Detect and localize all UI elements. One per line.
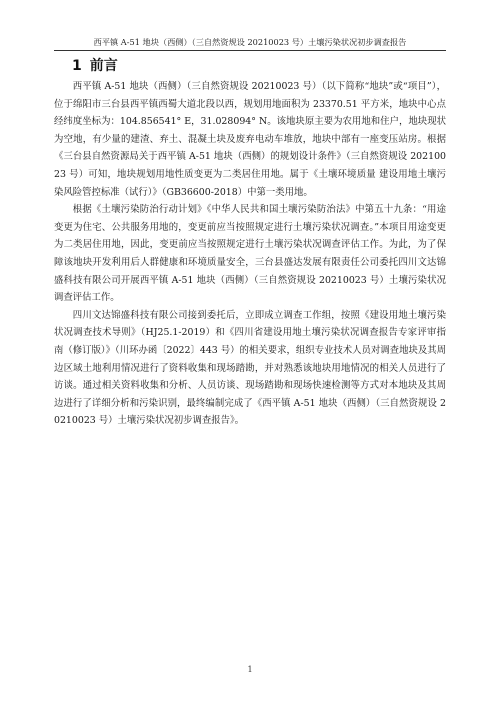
section-title: 前言 <box>89 58 118 74</box>
section-number: 1 <box>72 58 82 74</box>
paragraph-intro: 西平镇 A-51 地块（西侧）（三自然资规设 20210023 号）（以下简称“地块”或“项目”），位于绵阳市三台县西平镇西蜀大道北段以西，规划用地面积为 23370.51 平方米，地块中心点经纬度坐标为：104.856541° E，31.028094° N。该地块原主要为农用地和住户，地块现状为空地，有少量的建渣、弃土、混凝土块及废弃电动车堆放，地块中部有一座变压站房。根据《三台县自然资源局关于西平镇 A-51 地块（西侧）的规划设计条件》（三自然资规设 20210023 号）可知，地块规划用地性质变更为二类居住用地。属于《土壤环境质量 建设用地土壤污染风险管控标准（试行）》（GB36600-2018）中第一类用地。 <box>54 81 446 198</box>
running-header: 西平镇 A-51 地块（西侧）（三自然资规设 20210023 号）土壤污染状况初步调查报告 <box>93 37 407 47</box>
paragraph-legal-basis: 根据《土壤污染防治行动计划》《中华人民共和国土壤污染防治法》中第五十九条：“用途变更为住宅、公共服务用地的，变更前应当按照规定进行土壤污染状况调查。”本项目用途变更为二类居住用地，因此，变更前应当按照规定进行土壤污染状况调查评估工作。为此，为了保障该地块开发利用后人群健康和环境质量安全，三台县盛达发展有限责任公司委托四川文达锦盛科技有限公司开展西平镇 A-51 地块（西侧）（三自然资规设 20210023 号）土壤污染状况调查评估工作。 <box>54 204 446 304</box>
page-number: 1 <box>247 665 253 674</box>
header-divider <box>54 50 446 51</box>
body-text <box>54 78 446 430</box>
paragraph-work-process: 四川文达锦盛科技有限公司接到委托后，立即成立调查工作组，按照《建设用地土壤污染状况调查技术导则》（HJ25.1-2019）和《四川省建设用地土壤污染状况调查报告专家评审指南（修订版）》（川环办函〔2022〕443 号）的相关要求，组织专业技术人员对调查地块及其周边区域土地利用情况进行了资料收集和现场踏勘，并对熟悉该地块用地情况的相关人员进行了访谈。通过相关资料收集和分析、人员访谈、现场踏勘和现场快速检测等方式对本地块及其周边进行了详细分析和污染识别，最终编制完成了《西平镇 A-51 地块（西侧）（三自然资规设 20210023 号）土壤污染状况初步调查报告》。 <box>54 309 446 427</box>
section-heading <box>72 56 118 76</box>
